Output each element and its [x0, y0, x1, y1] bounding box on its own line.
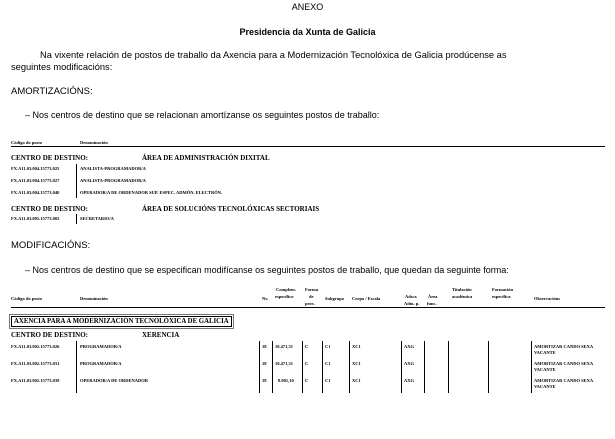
amort-centre-2-label: CENTRO DE DESTINO:: [11, 205, 89, 213]
mod-centre-label: CENTRO DE DESTINO:: [11, 331, 89, 339]
column-divider: [259, 341, 260, 393]
column-divider: [76, 164, 77, 198]
mod-col-area-2: func.: [427, 301, 437, 306]
column-divider: [76, 214, 77, 224]
table-row-code: FX.A11.03.004.15773.025: [11, 166, 60, 171]
table-row-subgrupo: C1: [325, 344, 331, 349]
mod-col-observacions: Observacións: [534, 296, 561, 301]
table-row-forma: C: [305, 344, 309, 349]
mod-col-forma-1: Forma: [305, 287, 318, 292]
column-divider: [448, 341, 449, 393]
mod-col-corpo: Corpo / Escala: [352, 296, 381, 301]
table-row-obs-1: AMORTIZAR CANDO SEXA: [534, 344, 594, 349]
mod-col-area-1: Área: [428, 294, 438, 299]
document-title: Presidencia da Xunta de Galicia: [239, 27, 376, 37]
mod-col-complem-2: específico: [275, 294, 294, 299]
table-row-denom: OPERADOR/A DE ORDENADOR SUP. ESPEC. ADMÓN. ELECTRÓN.: [80, 190, 223, 195]
table-row-forma: C: [305, 361, 309, 366]
amort-centre-1-name: ÁREA DE ADMINISTRACIÓN DIXITAL: [142, 154, 270, 162]
column-divider: [531, 341, 532, 393]
table-row-subgrupo: C1: [325, 361, 331, 366]
mod-col-adscr-1: Adscr.: [405, 294, 418, 299]
table-row-adscr: AXG: [404, 361, 414, 366]
table-row-obs-1: AMORTIZAR CANDO SEXA: [534, 361, 594, 366]
amort-header-rule: [11, 146, 605, 147]
table-row-complem: 8.901,10: [278, 378, 294, 383]
table-row-nivel: 18: [262, 378, 267, 383]
intro-line-1: Na vixente relación de postos de traballo da Axencia para a Modernización Tecnolóxica de Galicia prodúcense as: [40, 50, 507, 60]
table-row-denom: PROGRAMADOR/A: [80, 361, 122, 366]
column-divider: [488, 341, 489, 393]
column-divider: [349, 341, 350, 393]
table-row-code: FX.A11.03.004.15773.027: [11, 178, 60, 183]
amort-centre-2-name: ÁREA DE SOLUCIÓNS TECNOLÓXICAS SECTORIAIS: [142, 205, 320, 213]
table-row-denom: ANALISTA-PROGRAMADOR/A: [80, 166, 146, 171]
amortizacions-heading: AMORTIZACIÓNS:: [11, 86, 93, 97]
column-divider: [76, 341, 77, 393]
mod-col-complem-1: Complem.: [276, 287, 296, 292]
column-divider: [302, 341, 303, 393]
mod-col-forma-2: de: [309, 294, 314, 299]
column-divider: [424, 341, 425, 393]
mod-col-denominacion: Denominación: [80, 296, 108, 301]
modificacions-heading: MODIFICACIÓNS:: [11, 240, 91, 251]
annex-label: ANEXO: [291, 2, 324, 12]
table-row-code: FX.A11.03.002.15773.039: [11, 378, 60, 383]
mod-col-forma-3: prov.: [305, 301, 315, 306]
mod-col-subgrupo: Subgrupo: [325, 296, 345, 301]
mod-col-titulacion-2: académica: [452, 294, 473, 299]
mod-col-nivel: Nv.: [262, 296, 269, 301]
modificacions-bullet: – Nos centros de destino que se especifican modifícanse os seguintes postos de traballo, que quedan da seguinte forma:: [25, 265, 509, 275]
table-row-corpo: XC1: [352, 361, 361, 366]
table-row-code: FX.A11.03.002.15773.031: [11, 361, 60, 366]
table-row-denom: PROGRAMADOR/A: [80, 344, 122, 349]
table-row-obs-2: VACANTE: [534, 350, 556, 355]
table-row-obs-1: AMORTIZAR CANDO SEXA: [534, 378, 594, 383]
table-row-adscr: AXG: [404, 344, 414, 349]
column-divider: [322, 341, 323, 393]
amortizacions-bullet: – Nos centros de destino que se relacionan amortízanse os seguintes postos de traballo:: [25, 110, 380, 120]
table-row-code: FX.A11.03.005.15773.002: [11, 216, 60, 221]
table-row-denom: ANALISTA-PROGRAMADOR/A: [80, 178, 146, 183]
mod-col-formacion-1: Formación: [492, 287, 513, 292]
table-row-complem: 10.471,31: [275, 344, 293, 349]
column-divider: [272, 341, 273, 393]
table-row-denom: OPERADOR/A DE ORDENADOR: [80, 378, 149, 383]
amort-col-denominacion: Denominación: [80, 140, 108, 145]
mod-centre-name: XERENCIA: [142, 331, 180, 339]
mod-col-adscr-2: Adm. p.: [404, 301, 420, 306]
table-row-nivel: 18: [262, 361, 267, 366]
table-row-corpo: XC1: [352, 378, 361, 383]
table-row-nivel: 18: [262, 344, 267, 349]
mod-col-titulacion-1: Titulación: [452, 287, 472, 292]
mod-col-formacion-2: específica: [492, 294, 511, 299]
table-row-denom: SECRETARIO/A: [80, 216, 114, 221]
table-row-forma: C: [305, 378, 309, 383]
amort-centre-1-label: CENTRO DE DESTINO:: [11, 154, 89, 162]
table-row-subgrupo: C1: [325, 378, 331, 383]
table-row-adscr: AXG: [404, 378, 414, 383]
mod-col-codigo: Código do posto: [11, 296, 43, 301]
table-row-obs-2: VACANTE: [534, 384, 556, 389]
table-row-code: FX.A11.03.002.15773.026: [11, 344, 60, 349]
intro-line-2: seguintes modificacións:: [11, 62, 113, 72]
table-row-obs-2: VACANTE: [534, 367, 556, 372]
column-divider: [401, 341, 402, 393]
mod-header-rule: [11, 307, 605, 308]
agency-box: AXENCIA PARA A MODERNIZACIÓN TECNOLÓXICA DE GALICIA: [11, 316, 232, 327]
table-row-code: FX.A11.03.004.15773.040: [11, 190, 60, 195]
table-row-complem: 10.471,31: [275, 361, 293, 366]
amort-col-codigo: Código do posto: [11, 140, 43, 145]
table-row-corpo: XC1: [352, 344, 361, 349]
